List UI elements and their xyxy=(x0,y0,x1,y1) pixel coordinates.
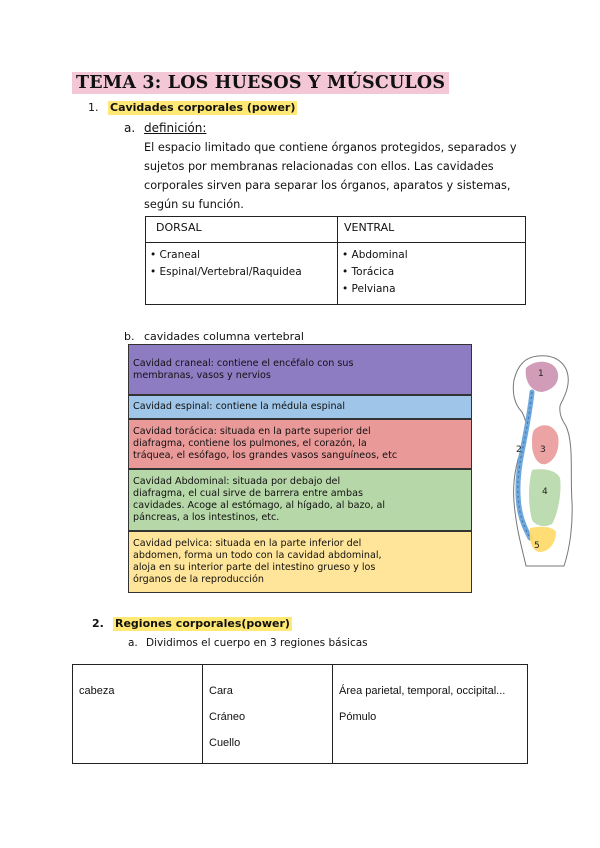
definition-line: El espacio limitado que contiene órganos protegidos, separados y xyxy=(144,141,517,154)
subsection-b-label: cavidades columna vertebral xyxy=(144,330,304,343)
list-item: • Pelviana xyxy=(342,283,396,295)
section-1-title: Cavidades corporales (power) xyxy=(110,101,296,114)
cavity-line: Cavidad espinal: contiene la médula espinal xyxy=(133,401,346,412)
dorsal-list xyxy=(146,243,338,305)
definition-line: corporales sirven para separar los órganos, aparatos y sistemas, xyxy=(144,179,511,192)
cavity-line: diafragma, contiene los pulmones, el corazón, la xyxy=(133,438,367,449)
region-col-3 xyxy=(333,665,528,764)
cavity-spinal-box xyxy=(128,395,472,419)
body-cavities-illustration xyxy=(496,352,586,572)
cavity-thoracic-box xyxy=(128,419,472,469)
definition-line: sujetos por membranas relacionadas con ellos. Las cavidades xyxy=(144,160,494,173)
subsection-b-letter: b. xyxy=(124,330,135,343)
section-2-a-letter: a. xyxy=(128,637,138,649)
region-col-1 xyxy=(73,665,203,764)
cavity-line: Cavidad craneal: contiene el encéfalo con sus xyxy=(133,357,354,369)
cavity-line: tráquea, el esófago, los grandes vasos sanguíneos, etc xyxy=(133,450,398,461)
table-cell: Cuello xyxy=(209,737,241,749)
list-item: • Torácica xyxy=(342,266,395,278)
dorsal-ventral-table xyxy=(145,216,526,305)
abdominal-cavity-shape xyxy=(529,469,561,526)
cavity-cranial-box xyxy=(128,344,472,395)
definition-paragraph xyxy=(144,138,524,214)
spinal-cavity-shape xyxy=(518,392,532,538)
ventral-list xyxy=(338,243,526,305)
cavity-line: órganos de la reproducción xyxy=(133,574,264,585)
list-item: • Craneal xyxy=(150,249,201,261)
section-2-a-label: Dividimos el cuerpo en 3 regiones básicas xyxy=(146,637,368,649)
cavity-line: aloja en su interior parte del intestino grueso y los xyxy=(133,562,376,573)
page-title: TEMA 3: LOS HUESOS Y MÚSCULOS xyxy=(72,72,449,94)
figure-number-3: 3 xyxy=(540,445,546,455)
cavity-pelvic-box xyxy=(128,531,472,593)
cavity-line: cavidades. Acoge al estómago, al hígado, al bazo, al xyxy=(133,500,386,511)
definition-letter: a. xyxy=(124,121,136,135)
section-2-number: 2. xyxy=(92,617,104,630)
section-1-number: 1. xyxy=(88,101,99,114)
figure-number-1: 1 xyxy=(538,369,544,379)
table-header-ventral: VENTRAL xyxy=(338,217,526,243)
list-item: • Espinal/Vertebral/Raquidea xyxy=(150,266,302,278)
table-cell: Cráneo xyxy=(209,711,246,723)
definition-label: definición: xyxy=(144,121,207,135)
table-header-dorsal: DORSAL xyxy=(146,217,338,243)
cavity-abdominal-box xyxy=(128,469,472,531)
cavity-line: abdomen, forma un todo con la cavidad abdominal, xyxy=(133,550,382,561)
cavity-line: Cavidad torácica: situada en la parte superior del xyxy=(133,426,371,437)
body-regions-table xyxy=(72,664,528,764)
table-cell: Área parietal, temporal, occipital... xyxy=(339,685,506,697)
figure-number-2: 2 xyxy=(516,445,522,455)
cavity-line: diafragma, el cual sirve de barrera entre ambas xyxy=(133,488,363,499)
definition-line: según su función. xyxy=(144,198,244,211)
cavity-line: páncreas, a los intestinos, etc. xyxy=(133,512,280,523)
cavity-line: membranas, vasos y nervios xyxy=(133,369,271,381)
table-cell: Cara xyxy=(209,685,233,697)
cavity-line: Cavidad Abdominal: situada por debajo del xyxy=(133,476,341,487)
table-cell: cabeza xyxy=(79,685,115,697)
region-col-2 xyxy=(203,665,333,764)
cavity-line: Cavidad pelvica: situada en la parte inferior del xyxy=(133,538,362,549)
table-cell: Pómulo xyxy=(339,711,377,723)
figure-number-4: 4 xyxy=(542,487,548,497)
section-2-title: Regiones corporales(power) xyxy=(115,617,290,630)
figure-number-5: 5 xyxy=(534,541,540,551)
list-item: • Abdominal xyxy=(342,249,408,261)
